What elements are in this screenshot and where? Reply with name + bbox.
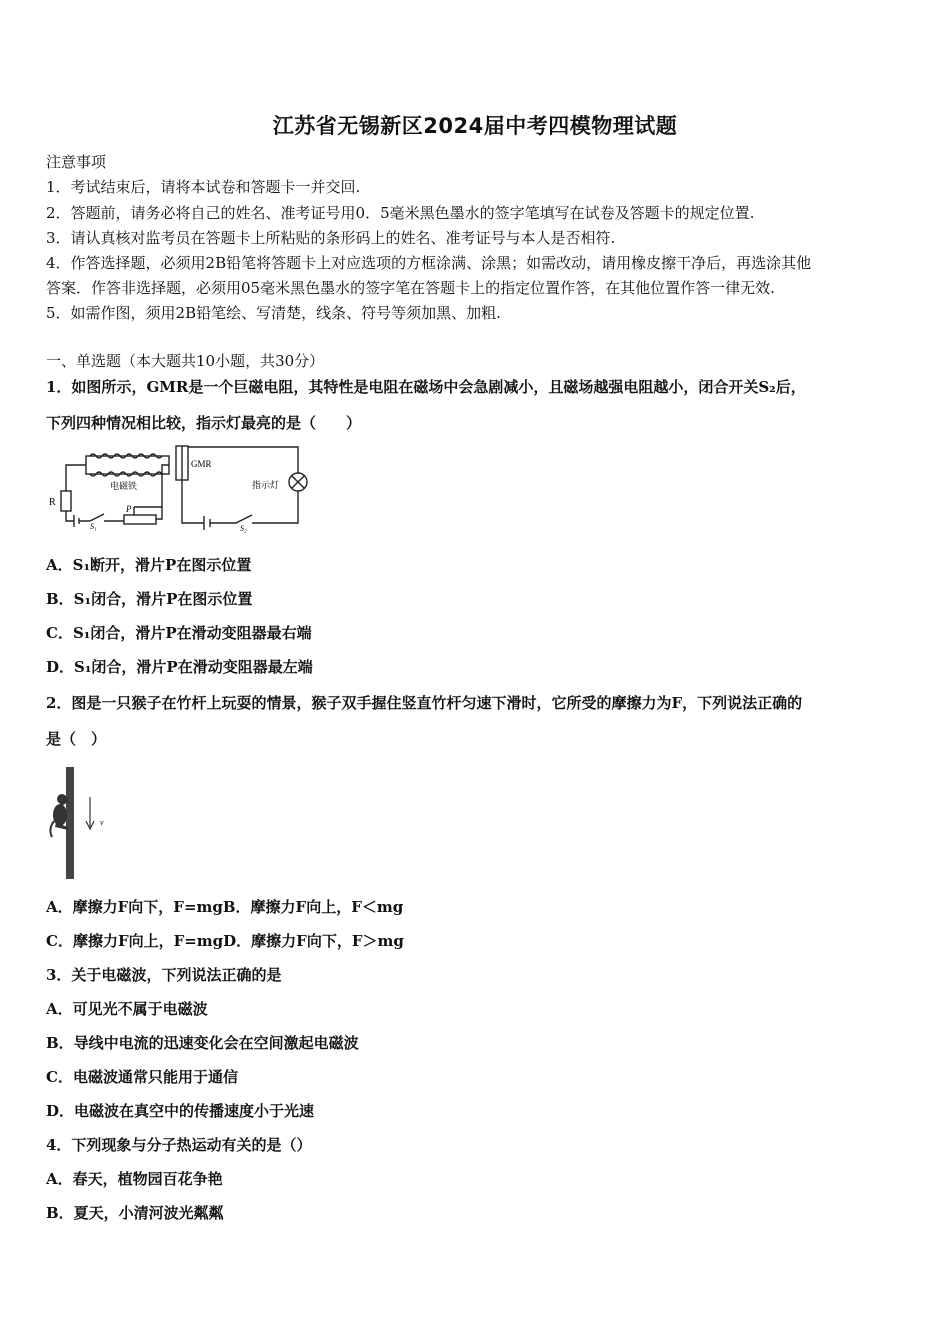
velocity-label: v bbox=[100, 818, 104, 827]
q3-stem: 3．关于电磁波，下列说法正确的是 bbox=[46, 966, 282, 984]
sliding-rheostat bbox=[124, 515, 156, 524]
q1-option-a: A．S₁断开，滑片P在图示位置 bbox=[46, 556, 252, 574]
q1-option-d: D．S₁闭合，滑片P在滑动变阻器最左端 bbox=[46, 658, 313, 676]
q2-stem-line1: 2．图是一只猴子在竹杆上玩耍的情景，猴子双手握住竖直竹杆匀速下滑时，它所受的摩擦力为F，下列说法正确的 bbox=[46, 694, 803, 712]
bamboo-pole bbox=[66, 767, 74, 879]
q3-option-d: D．电磁波在真空中的传播速度小于光速 bbox=[46, 1102, 315, 1120]
resistor-r bbox=[61, 491, 71, 511]
s1-label: S₁ bbox=[90, 522, 97, 531]
notice-item: 4．作答选择题，必须用2B铅笔将答题卡上对应选项的方框涂满、涂黑；如需改动，请用橡皮擦干净后，再选涂其他 bbox=[46, 254, 812, 272]
notice-item: 3．请认真核对监考员在答题卡上所粘贴的条形码上的姓名、准考证号与本人是否相符. bbox=[46, 229, 616, 247]
lamp-label: 指示灯 bbox=[252, 481, 280, 491]
gmr-label: GMR bbox=[191, 459, 212, 469]
q4-stem: 4．下列现象与分子热运动有关的是（） bbox=[46, 1136, 312, 1154]
s2-label: S₂ bbox=[240, 524, 247, 533]
notice-item: 1．考试结束后，请将本试卷和答题卡一并交回. bbox=[46, 178, 361, 196]
electromagnet-core bbox=[86, 456, 169, 474]
q1-stem-line1: 1．如图所示，GMR是一个巨磁电阻，其特性是电阻在磁场中会急剧减小，且磁场越强电阻越小，闭合开关S₂后， bbox=[46, 378, 806, 396]
q1-stem-line2: 下列四种情况相比较，指示灯最亮的是（ ） bbox=[46, 414, 362, 432]
notice-item: 2．答题前，请务必将自己的姓名、准考证号用0．5毫米黑色墨水的签字笔填写在试卷及答题卡的规定位置. bbox=[46, 204, 755, 222]
q2-stem-line2: 是（ ） bbox=[46, 730, 107, 748]
notice-item: 5．如需作图，须用2B铅笔绘、写清楚，线条、符号等须加黑、加粗. bbox=[46, 304, 501, 322]
q4-option-a: A．春天，植物园百花争艳 bbox=[46, 1170, 223, 1188]
r-label: R bbox=[49, 497, 56, 508]
q3-option-c: C．电磁波通常只能用于通信 bbox=[46, 1068, 238, 1086]
notice-heading: 注意事项 bbox=[46, 153, 107, 171]
page-title: 江苏省无锡新区2024届中考四模物理试题 bbox=[272, 114, 678, 138]
notice-item: 答案．作答非选择题，必须用05毫米黑色墨水的签字笔在答题卡上的指定位置作答，在其他位置作答一律无效. bbox=[46, 279, 775, 297]
electromagnet-label: 电磁铁 bbox=[110, 482, 138, 492]
p-label: P bbox=[126, 504, 132, 514]
q3-option-a: A．可见光不属于电磁波 bbox=[46, 1000, 208, 1018]
monkey-icon bbox=[50, 794, 68, 837]
q2-monkey-figure bbox=[46, 765, 116, 881]
monkey-pole-diagram bbox=[46, 765, 116, 881]
q3-option-b: B．导线中电流的迅速变化会在空间激起电磁波 bbox=[46, 1034, 359, 1052]
circuit-diagram bbox=[46, 443, 310, 533]
q2-option-cd: C．摩擦力F向上，F=mgD．摩擦力F向下，F＞mg bbox=[46, 932, 404, 950]
q2-option-ab: A．摩擦力F向下，F=mgB．摩擦力F向上，F＜mg bbox=[46, 898, 404, 916]
section-heading: 一、单选题（本大题共10小题，共30分） bbox=[46, 352, 325, 370]
q1-option-c: C．S₁闭合，滑片P在滑动变阻器最右端 bbox=[46, 624, 312, 642]
q4-option-b: B．夏天，小清河波光粼粼 bbox=[46, 1204, 224, 1222]
q1-circuit-figure bbox=[46, 443, 310, 533]
q1-option-b: B．S₁闭合，滑片P在图示位置 bbox=[46, 590, 253, 608]
